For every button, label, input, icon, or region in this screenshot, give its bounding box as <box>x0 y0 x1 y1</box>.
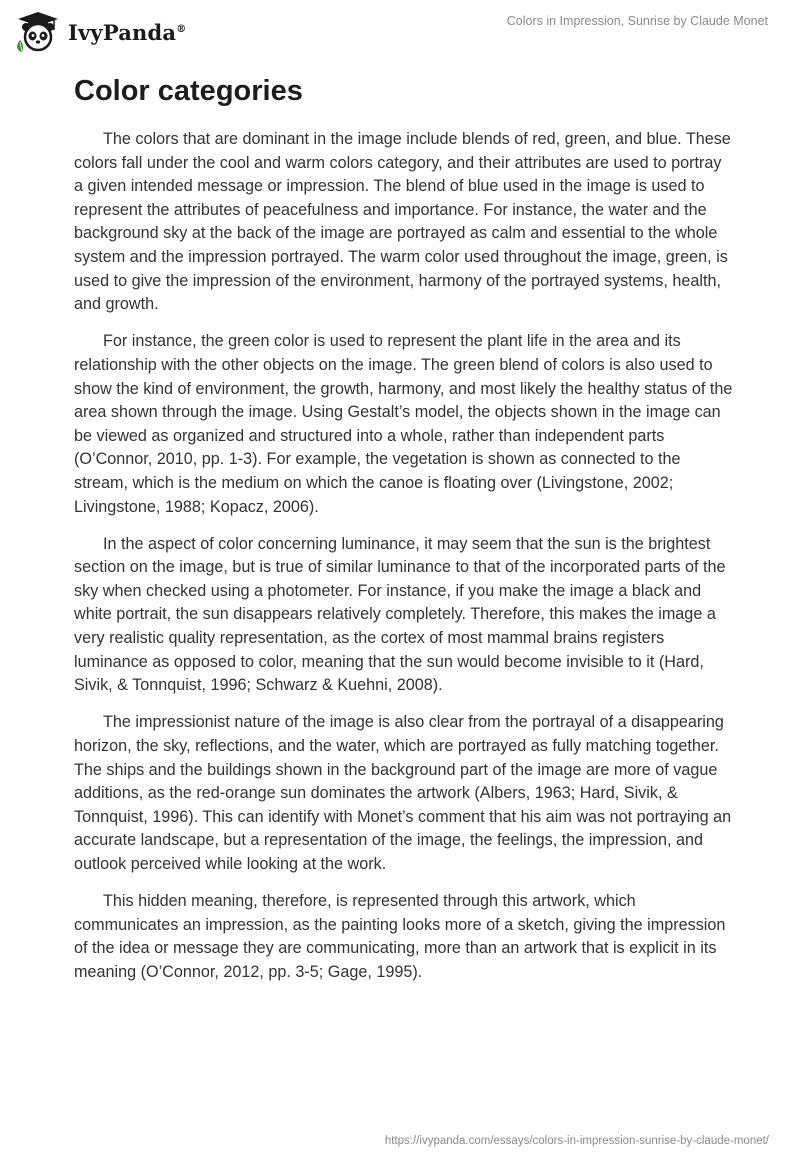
logo-text: IvyPanda <box>68 19 177 45</box>
paragraph-2: For instance, the green color is used to represent the plant life in the area and its relationship with the other objects on the image. The green blend of colors is also used to show the kind of environment, the growth, harmony, and most likely the healthy status of the area shown through the image. Using Gestalt’s model, the objects shown in the image can be viewed as organized and structured into a whole, rather than independent parts (O’Connor, 2010, pp. 1-3). For example, the vegetation is shown as connected to the stream, which is the medium on which the canoe is floating over (Livingstone, 2002; Livingstone, 1988; Kopacz, 2006). <box>74 332 733 516</box>
section-heading: Color categories <box>74 75 303 107</box>
document-title: Colors in Impression, Sunrise by Claude Monet <box>506 14 768 28</box>
paragraph-3: In the aspect of color concerning luminance, it may seem that the sun is the brightest section on the image, but is true of similar luminance to that of the incorporated parts of the sky when checked using a photometer. For instance, if you make the image a black and white portrait, the sun disappears relatively completely. Therefore, this makes the image a very realistic quality representation, as the cortex of most mammal brains registers luminance as opposed to color, meaning that the sun would become invisible to it (Hard, Sivik, & Tonnquist, 1996; Schwarz & Kuehni, 2008). <box>74 534 726 695</box>
paragraph-4: The impressionist nature of the image is also clear from the portrayal of a disappearing horizon, the sky, reflections, and the water, which are portrayed as fully matching together. The ships and the buildings shown in the background part of the image are more of vague additions, as the red-orange sun dominates the artwork (Albers, 1963; Hard, Sivik, & Tonnquist, 1996). This can identify with Monet’s comment that his aim was not portraying an accurate landscape, but a representation of the image, the feelings, the impression, and outlook perceived while looking at the work. <box>74 713 732 873</box>
ivypanda-logo[interactable] <box>14 10 186 54</box>
article-body <box>74 72 734 998</box>
panda-graduate-icon <box>14 10 62 54</box>
paragraph-1: The colors that are dominant in the image include blends of red, green, and blue. These colors fall under the cool and warm colors category, and their attributes are used to portray a given intended message or impression. The blend of blue used in the image is used to represent the attributes of peacefulness and importance. For instance, the water and the background sky at the back of the image are portrayed as calm and essential to the whole system and the impression portrayed. The warm color used throughout the image, green, is used to give the impression of the environment, harmony of the portrayed systems, health, and growth. <box>74 130 731 314</box>
page-header <box>0 0 800 60</box>
source-url[interactable]: https://ivypanda.com/essays/colors-in-impression-sunrise-by-claude-monet/ <box>384 1135 769 1147</box>
paragraph-5: This hidden meaning, therefore, is represented through this artwork, which communicates an impression, as the painting looks more of a sketch, giving the impression of the idea or message they are communicating, more than an artwork that is explicit in its meaning (O’Connor, 2012, pp. 3-5; Gage, 1995). <box>74 892 726 981</box>
registered-mark: ® <box>176 23 187 35</box>
